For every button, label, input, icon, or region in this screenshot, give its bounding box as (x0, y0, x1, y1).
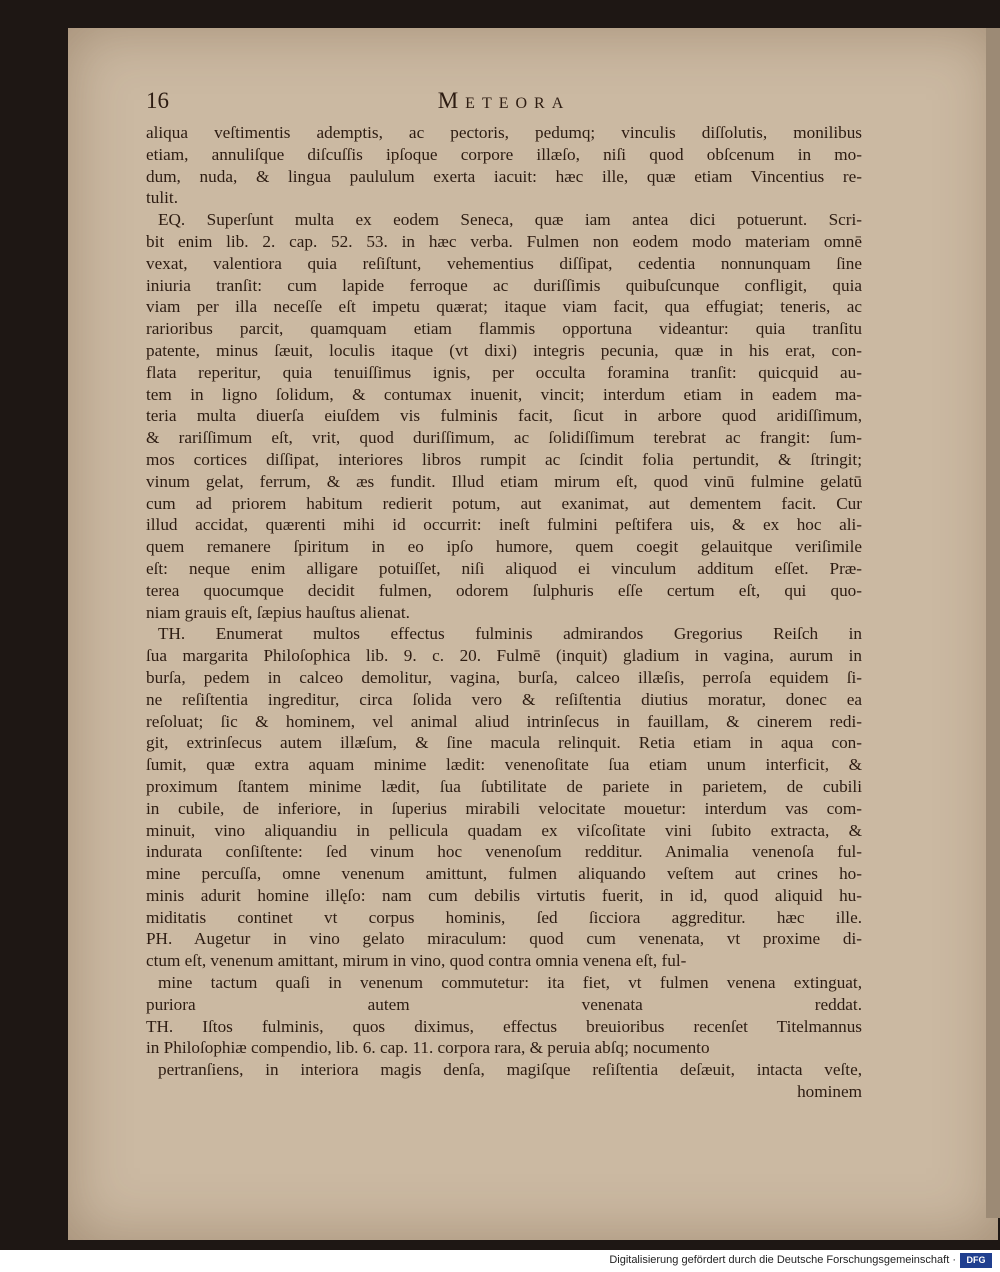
text-line: rarioribus parcit, quamquam etiam flammis opportuna videantur: quia tranſitu (146, 319, 862, 339)
text-line: bit enim lib. 2. cap. 52. 53. in hæc verba. Fulmen non eodem modo materiam omnē (146, 231, 862, 251)
text-line: indurata conſiſtente: ſed vinum hoc venenoſum redditur. Animalia venenoſa ful- (146, 842, 862, 862)
text-line: git, extrinſecus autem illæſum, & ſine macula relinquit. Retia etiam in aqua con- (146, 733, 862, 753)
page-content (146, 90, 862, 1103)
text-line: minis adurit homine illęſo: nam cum debilis virtutis fuerit, in id, quod aliquid hu- (146, 885, 862, 905)
text-line: terea quocumque decidit fulmen, odorem ſulphuris eſſe certum eſt, qui quo- (146, 580, 862, 600)
text-line: illud accidat, quærenti mihi id occurrit: ineſt fulmini peſtifera uis, & ex hoc ali- (146, 515, 862, 535)
text-line: ſua margarita Philoſophica lib. 9. c. 20. Fulmē (inquit) gladium in vagina, aurum in (146, 646, 862, 666)
text-line: eſt: neque enim alligare potuiſſet, niſi aliquod ei vinculum additum eſſet. Præ- (146, 558, 862, 578)
text-line: dum, nuda, & lingua paululum exerta iacuit: hæc ille, quæ etiam Vincentius re- (146, 166, 862, 186)
text-line: EQ. Superſunt multa ex eodem Seneca, quæ iam antea dici potuerunt. Scri- (158, 210, 862, 230)
text-line: in Philoſophiæ compendio, lib. 6. cap. 11. corpora rara, & peruia abſq; nocumento (146, 1038, 710, 1058)
text-line: ne reſiſtentia ingreditur, circa ſolida vero & reſiſtentia diutius moratur, donec ea (146, 689, 862, 709)
footer (0, 1250, 1000, 1272)
text-line: teria multa diuerſa eiuſdem vis fulminis facit, ſicut in arbore quod aridiſſimum, (146, 406, 862, 426)
text-line: viam per illa neceſſe eſt impetu quærat; itaque viam facit, qua effugiat; teneris, ac (146, 297, 862, 317)
text-line: pertranſiens, in interiora magis denſa, magiſque reſiſtentia deſæuit, intacta veſte, (158, 1060, 862, 1080)
text-line: tulit. (146, 188, 178, 208)
text-line: vexat, valentiora quia reſiſtunt, vehementius diſſipat, cedentia nonnunquam ſine (146, 253, 862, 273)
text-line: proximum ſtantem minime lædit, ſua ſubtilitate de pariete in parietem, de cubili (146, 776, 862, 796)
text-line: burſa, pedem in calceo demolitur, vagina, burſa, calceo illæſis, perroſa equidem ſi- (146, 667, 862, 687)
text-line: minuit, vino aliquandiu in pellicula quadam ex viſcoſitate vini ſubito extracta, & (146, 820, 862, 840)
text-line: niam grauis eſt, ſæpius hauſtus alienat. (146, 602, 410, 622)
text-line: vinum gelat, ferrum, & æs fundit. Illud etiam mirum eſt, quod vinū fulmine gelatū (146, 471, 862, 491)
text-line: & rariſſimum eſt, vrit, quod duriſſimum, ac ſolidiſſimum terebrat ac frangit: ſum- (146, 428, 862, 448)
text-line: quem remanere ſpiritum in eo ipſo humore, quem coegit gelauitque veriſimile (146, 537, 862, 557)
text-line: etiam, annuliſque diſcuſſis ipſoque corpore illæſo, niſi quod obſcenum in mo- (146, 144, 862, 164)
text-line: puriora autem venenata reddat. (146, 994, 862, 1014)
text-line: cum ad priorem habitum redierit potum, aut exanimat, aut dementem facit. Cur (146, 493, 862, 513)
funding-note: Digitalisierung gefördert durch die Deutsche Forschungsgemeinschaft · (609, 1254, 956, 1266)
body-text (146, 122, 862, 1081)
text-line: ctum eſt, venenum amittant, mirum in vino, quod contra omnia venena eſt, ful- (146, 951, 687, 971)
text-line: flata reperitur, quia tenuiſſimus ignis, per occulta foramina tranſit: quicquid au- (146, 362, 862, 382)
text-line: in cubile, de inferiore, in ſuperius mirabili velocitate mouetur: interdum vas com- (146, 798, 862, 818)
page-number: 16 (146, 88, 169, 113)
text-line: patente, minus ſæuit, loculis itaque (vt dixi) integris pecunia, quæ in his erat, con- (146, 340, 862, 360)
text-line: miditatis continet vt corpus hominis, ſed ſicciora aggreditur. hæc ille. (146, 907, 862, 927)
text-line: mine tactum quaſi in venenum commutetur: ita fiet, vt fulmen venena extinguat, (158, 973, 862, 993)
text-line: ſumit, quæ extra aquam minime lædit: venenoſitate ſua etiam unum interficit, & (146, 755, 862, 775)
text-line: iniuria tranſit: cum lapide ferroque ac duriſſimis quibuſcunque confligit, quia (146, 275, 862, 295)
page-edge (986, 28, 1000, 1218)
dfg-logo-icon: DFG (960, 1253, 992, 1268)
catchword: hominem (797, 1082, 862, 1102)
text-line: reſoluat; ſic & hominem, vel animal aliud intrinſecus in fauillam, & cinerem redi- (146, 711, 862, 731)
text-line: mine percuſſa, omne venenum amittunt, fulmen aliquando veſtem aut crines ho- (146, 864, 862, 884)
running-title: Meteora (437, 88, 571, 113)
text-line: PH. Augetur in vino gelato miraculum: quod cum venenata, vt proxime di- (146, 929, 862, 949)
text-line: aliqua veſtimentis ademptis, ac pectoris, pedumq; vinculis diſſolutis, monilibus (146, 123, 862, 142)
running-head (146, 90, 862, 120)
text-line: tem in ligno ſolidum, & contumax inuenit, vincit; interdum etiam in eadem ma- (146, 384, 862, 404)
text-line: mos cortices diſſipat, interiores libros rumpit ac ſcindit folia pertundit, & ſtringit; (146, 449, 862, 469)
text-line: TH. Iſtos fulminis, quos diximus, effectus breuioribus recenſet Titelmannus (146, 1016, 862, 1036)
text-line: TH. Enumerat multos effectus fulminis admirandos Gregorius Reiſch in (158, 624, 862, 644)
